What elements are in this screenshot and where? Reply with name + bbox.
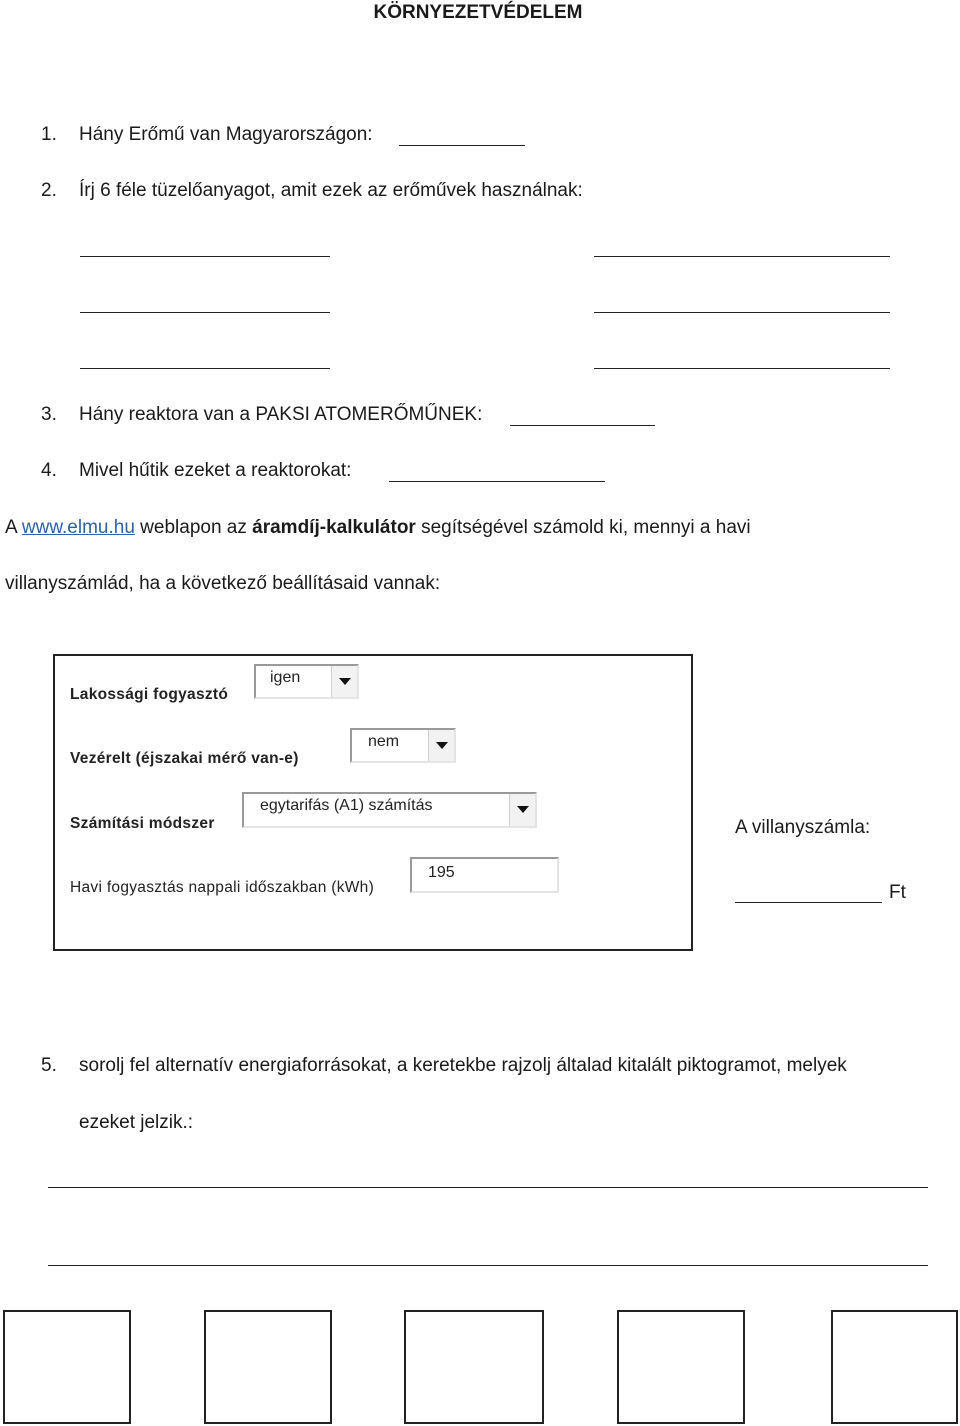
question-1-number: 1. — [41, 124, 57, 145]
intro-mid: weblapon az — [134, 517, 253, 538]
consumer-label: Lakossági fogyasztó — [70, 686, 229, 703]
energy-answer-line-2[interactable] — [48, 1265, 928, 1266]
question-5-text-line-2: ezeket jelzik.: — [79, 1112, 194, 1133]
fuel-answer-line-5[interactable] — [80, 368, 330, 369]
answer-line-q3[interactable] — [510, 425, 655, 426]
chevron-down-icon — [428, 730, 454, 761]
controlled-meter-select-value: nem — [368, 733, 400, 750]
calculation-method-label: Számítási módszer — [70, 815, 215, 832]
bill-unit: Ft — [889, 882, 906, 903]
intro-line-2: villanyszámlád, ha a következő beállításaid vannak: — [5, 573, 441, 594]
elmu-link[interactable]: www.elmu.hu — [21, 517, 135, 538]
pictogram-box[interactable] — [404, 1310, 544, 1424]
fuel-answer-line-6[interactable] — [594, 368, 890, 369]
fuel-answer-line-1[interactable] — [80, 256, 330, 257]
page-title: KÖRNYEZETVÉDELEM — [373, 2, 583, 23]
consumption-input[interactable] — [410, 857, 559, 893]
intro-suffix: segítségével számold ki, mennyi a havi — [415, 517, 751, 538]
question-5-text-line-1: sorolj fel alternatív energiaforrásokat, a keretekbe rajzolj általad kitalált piktogramot, melyek — [79, 1055, 847, 1076]
question-2-number: 2. — [41, 180, 57, 201]
question-1 — [41, 124, 373, 146]
question-5 — [41, 1055, 847, 1077]
fuel-answer-line-2[interactable] — [594, 256, 890, 257]
controlled-meter-select[interactable] — [350, 728, 456, 763]
question-2-text: Írj 6 féle tüzelőanyagot, amit ezek az erőművek használnak: — [79, 180, 583, 201]
calculation-method-select-value: egytarifás (A1) számítás — [260, 797, 433, 814]
pictogram-box[interactable] — [831, 1310, 958, 1424]
question-4 — [41, 460, 351, 482]
energy-answer-line-1[interactable] — [48, 1187, 928, 1188]
consumption-label: Havi fogyasztás nappali időszakban (kWh) — [70, 879, 375, 896]
intro-line-1 — [5, 517, 751, 539]
answer-line-q4[interactable] — [389, 481, 605, 482]
question-5-number: 5. — [41, 1055, 57, 1076]
question-1-text: Hány Erőmű van Magyarországon: — [79, 124, 373, 145]
bill-answer-line[interactable] — [735, 902, 882, 903]
question-3 — [41, 404, 482, 426]
chevron-down-icon — [509, 794, 535, 826]
question-3-number: 3. — [41, 404, 57, 425]
chevron-down-icon — [331, 666, 357, 697]
consumer-select-value: igen — [270, 669, 301, 686]
bill-label: A villanyszámla: — [735, 817, 871, 838]
pictogram-box[interactable] — [3, 1310, 131, 1424]
calculator-name: áramdíj-kalkulátor — [252, 517, 416, 538]
question-2 — [41, 180, 583, 202]
intro-prefix: A — [5, 517, 22, 538]
question-4-text: Mivel hűtik ezeket a reaktorokat: — [79, 460, 352, 481]
pictogram-box[interactable] — [204, 1310, 332, 1424]
fuel-answer-line-4[interactable] — [594, 312, 890, 313]
calculation-method-select[interactable] — [242, 792, 537, 828]
consumption-input-value: 195 — [428, 864, 455, 881]
answer-line-q1[interactable] — [399, 145, 525, 146]
controlled-meter-label: Vezérelt (éjszakai mérő van-e) — [70, 750, 299, 767]
question-4-number: 4. — [41, 460, 57, 481]
consumer-select[interactable] — [254, 664, 359, 699]
pictogram-box[interactable] — [617, 1310, 745, 1424]
fuel-answer-line-3[interactable] — [80, 312, 330, 313]
question-3-text: Hány reaktora van a PAKSI ATOMERŐMŰNEK: — [79, 404, 483, 425]
